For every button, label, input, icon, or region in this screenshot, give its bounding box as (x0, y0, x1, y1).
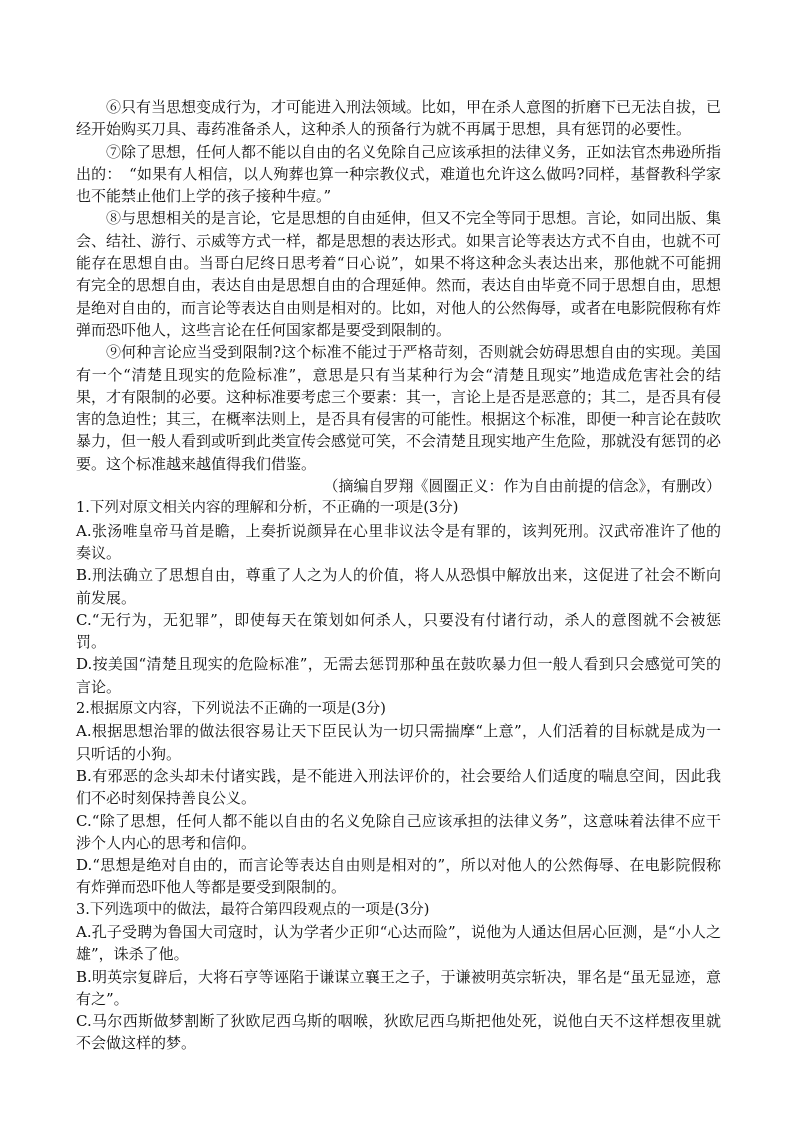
option-b: B.刑法确立了思想自由，尊重了人之为人的价值，将人从恐惧中解放出来，这促进了社会不断向前发展。 (76, 566, 721, 607)
source-citation: （摘编自罗翔《圆圈正义：作为自由前提的信念》，有删改） (323, 477, 721, 496)
option-b: B.明英宗复辟后，大将石亨等诬陷于谦谋立襄王之子，于谦被明英宗斩决，罪名是“虽无显迹，意有之”。 (76, 967, 721, 1008)
option-a: A.张汤唯皇帝马首是瞻，上奏折说颜异在心里非议法令是有罪的，该判死刑。汉武帝准许了他的奏议。 (76, 521, 721, 562)
paragraph-9: ⑨何种言论应当受到限制?这个标准不能过于严格苛刻，否则就会妨碍思想自由的实现。美国有一个“清楚且现实的危险标准”，意思是只有当某种行为会“清楚且现实”地造成危害社会的结果，才有限制的必要。这种标准要考虑三个要素：其一，言论上是否是恶意的；其二，是否具有侵害的急迫性；其三，在概率法则上，是否具有侵害的可能性。根据这个标准，即便一种言论在鼓吹暴力，但一般人看到或听到此类宣传会感觉可笑，不会清楚且现实地产生危险，那就没有惩罚的必要。这个标准越来越值得我们借鉴。 (76, 343, 722, 473)
question-3 (76, 899, 721, 1055)
option-b: B.有邪恶的念头却未付诸实践，是不能进入刑法评价的，社会要给人们适度的喘息空间，因此我们不必时刻保持善良公义。 (76, 766, 721, 808)
option-a: A.根据思想治罪的做法很容易让天下臣民认为一切只需揣摩“上意”，人们活着的目标就是成为一只听话的小狗。 (76, 722, 721, 763)
question-stem: 3.下列选项中的做法，最符合第四段观点的一项是(3分) (76, 901, 430, 918)
document-body (76, 96, 721, 1055)
question-stem: 2.根据原文内容，下列说法不正确的一项是(3分) (76, 701, 386, 718)
question-2 (76, 698, 721, 899)
paragraph-6: ⑥只有当思想变成行为，才可能进入刑法领域。比如，甲在杀人意图的折磨下已无法自拔，已经开始购买刀具、毒药准备杀人，这种杀人的预备行为就不再属于思想，具有惩罚的必要性。 (76, 98, 722, 139)
question-1 (76, 497, 721, 698)
question-stem: 1.下列对原文相关内容的理解和分析，不正确的一项是(3分) (76, 500, 459, 517)
option-c: C.“除了思想，任何人都不能以自由的名义免除自己应该承担的法律义务”，这意味着法律不应干涉个人内心的思考和信仰。 (76, 811, 721, 852)
paragraph-7: ⑦除了思想，任何人都不能以自由的名义免除自己应该承担的法律义务，正如法官杰弗逊所指出的： “如果有人相信，以人殉葬也算一种宗教仪式，难道也允许这么做吗?同样，基督教科学家也不能禁止他们上学的孩子接种牛痘。” (76, 142, 722, 206)
option-c: C.“无行为，无犯罪”，即使每天在策划如何杀人，只要没有付诸行动，杀人的意图就不会被惩罚。 (76, 610, 721, 652)
paragraph-8: ⑧与思想相关的是言论，它是思想的自由延伸，但又不完全等同于思想。言论，如同出版、集会、结社、游行、示威等方式一样，都是思想的表达形式。如果言论等表达方式不自由，也就不可能存在思想自由。当哥白尼终日思考着“日心说”，如果不将这种念头表达出来，那他就不可能拥有完全的思想自由，表达自由是思想自由的合理延伸。然而，表达自由毕竟不同于思想自由，思想是绝对自由的，而言论等表达自由则是相对的。比如，对他人的公然侮辱，或者在电影院假称有炸弹而恐吓他人，这些言论在任何国家都是要受到限制的。 (76, 209, 722, 339)
option-d: D.按美国“清楚且现实的危险标准”，无需去惩罚那种虽在鼓吹暴力但一般人看到只会感觉可笑的言论。 (76, 655, 721, 696)
option-d: D.“思想是绝对自由的，而言论等表达自由则是相对的”，所以对他人的公然侮辱、在电影院假称有炸弹而恐吓他人等都是要受到限制的。 (76, 856, 721, 897)
option-a: A.孔子受聘为鲁国大司寇时，认为学者少正卯“心达而险”，说他为人通达但居心叵测，是“小人之雄”，诛杀了他。 (76, 922, 721, 964)
option-c: C.马尔西斯做梦割断了狄欧尼西乌斯的咽喉，狄欧尼西乌斯把他处死，说他白天不这样想夜里就不会做这样的梦。 (76, 1012, 721, 1053)
